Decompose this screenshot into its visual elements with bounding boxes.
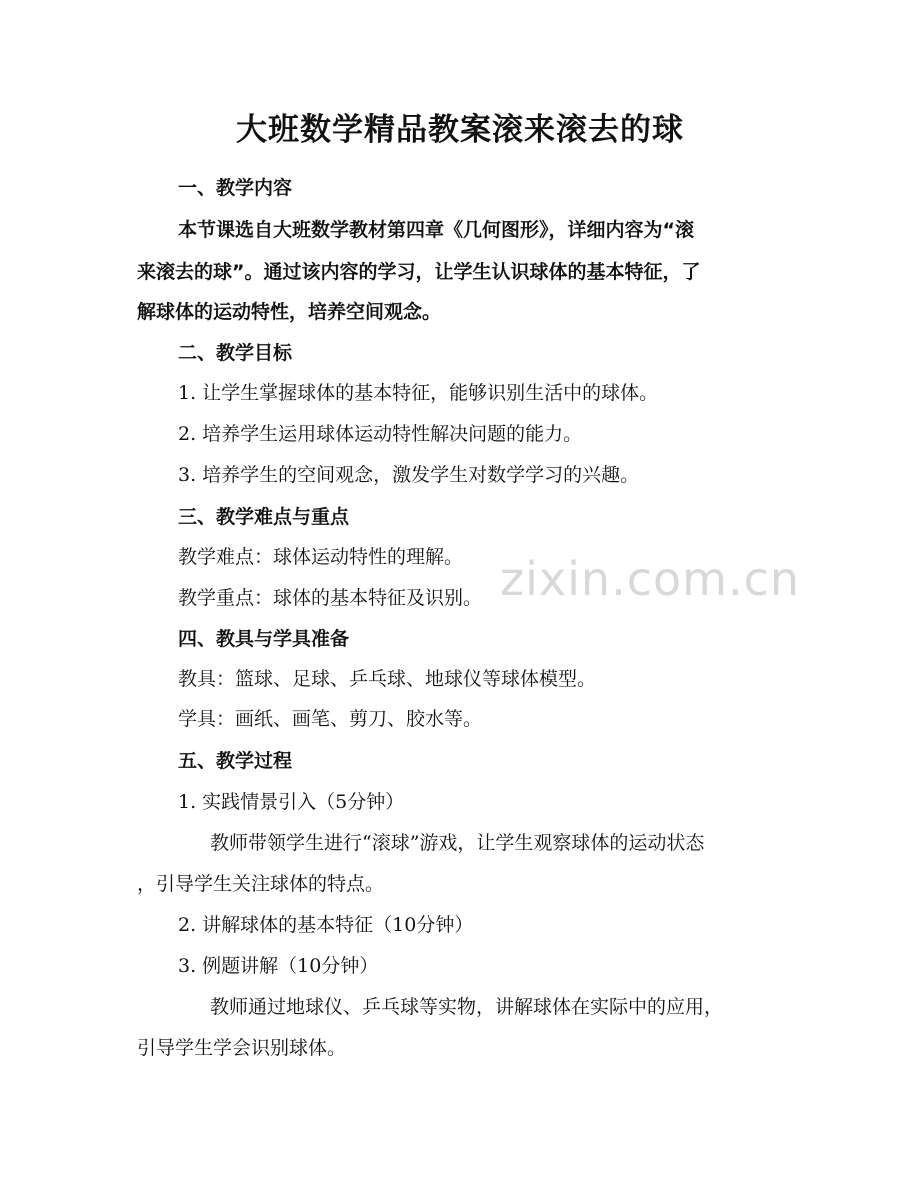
goal-item-1: 1. 让学生掌握球体的基本特征，能够识别生活中的球体。 [178, 382, 659, 404]
section-heading-content: 一、教学内容 [178, 177, 293, 199]
watermark: zixin.com.cn [500, 552, 801, 606]
difficulty-line: 教学难点：球体运动特性的理解。 [178, 546, 464, 568]
section-heading-goals: 二、教学目标 [178, 342, 293, 364]
process-step-3-desc-line-1: 教师通过地球仪、乒乓球等实物，讲解球体在实际中的应用， [210, 996, 724, 1018]
section-content-line-3: 解球体的运动特性，培养空间观念。 [137, 301, 442, 323]
process-step-3: 3. 例题讲解（10分钟） [178, 955, 379, 977]
process-step-1-desc-line-1: 教师带领学生进行“滚球”游戏，让学生观察球体的运动状态 [210, 832, 705, 854]
goal-item-2: 2. 培养学生运用球体运动特性解决问题的能力。 [178, 423, 583, 445]
section-heading-key-points: 三、教学难点与重点 [178, 506, 350, 528]
student-tools-line: 学具：画纸、画笔、剪刀、胶水等。 [178, 708, 483, 730]
page-title: 大班数学精品教案滚来滚去的球 [236, 112, 684, 148]
key-point-line: 教学重点：球体的基本特征及识别。 [178, 587, 483, 609]
process-step-3-desc-line-2: 引导学生学会识别球体。 [137, 1037, 347, 1059]
process-step-1: 1. 实践情景引入（5分钟） [178, 791, 405, 813]
section-heading-materials: 四、教具与学具准备 [178, 628, 350, 650]
section-content-line-1: 本节课选自大班数学教材第四章《几何图形》，详细内容为“滚 [178, 219, 694, 241]
section-heading-process: 五、教学过程 [178, 750, 293, 772]
section-content-line-2: 来滚去的球”。通过该内容的学习，让学生认识球体的基本特征，了 [137, 261, 701, 283]
goal-item-3: 3. 培养学生的空间观念，激发学生对数学学习的兴趣。 [178, 464, 640, 486]
process-step-1-desc-line-2: ，引导学生关注球体的特点。 [137, 873, 385, 895]
process-step-2: 2. 讲解球体的基本特征（10分钟） [178, 914, 474, 936]
teaching-tools-line: 教具：篮球、足球、乒乓球、地球仪等球体模型。 [178, 668, 597, 690]
